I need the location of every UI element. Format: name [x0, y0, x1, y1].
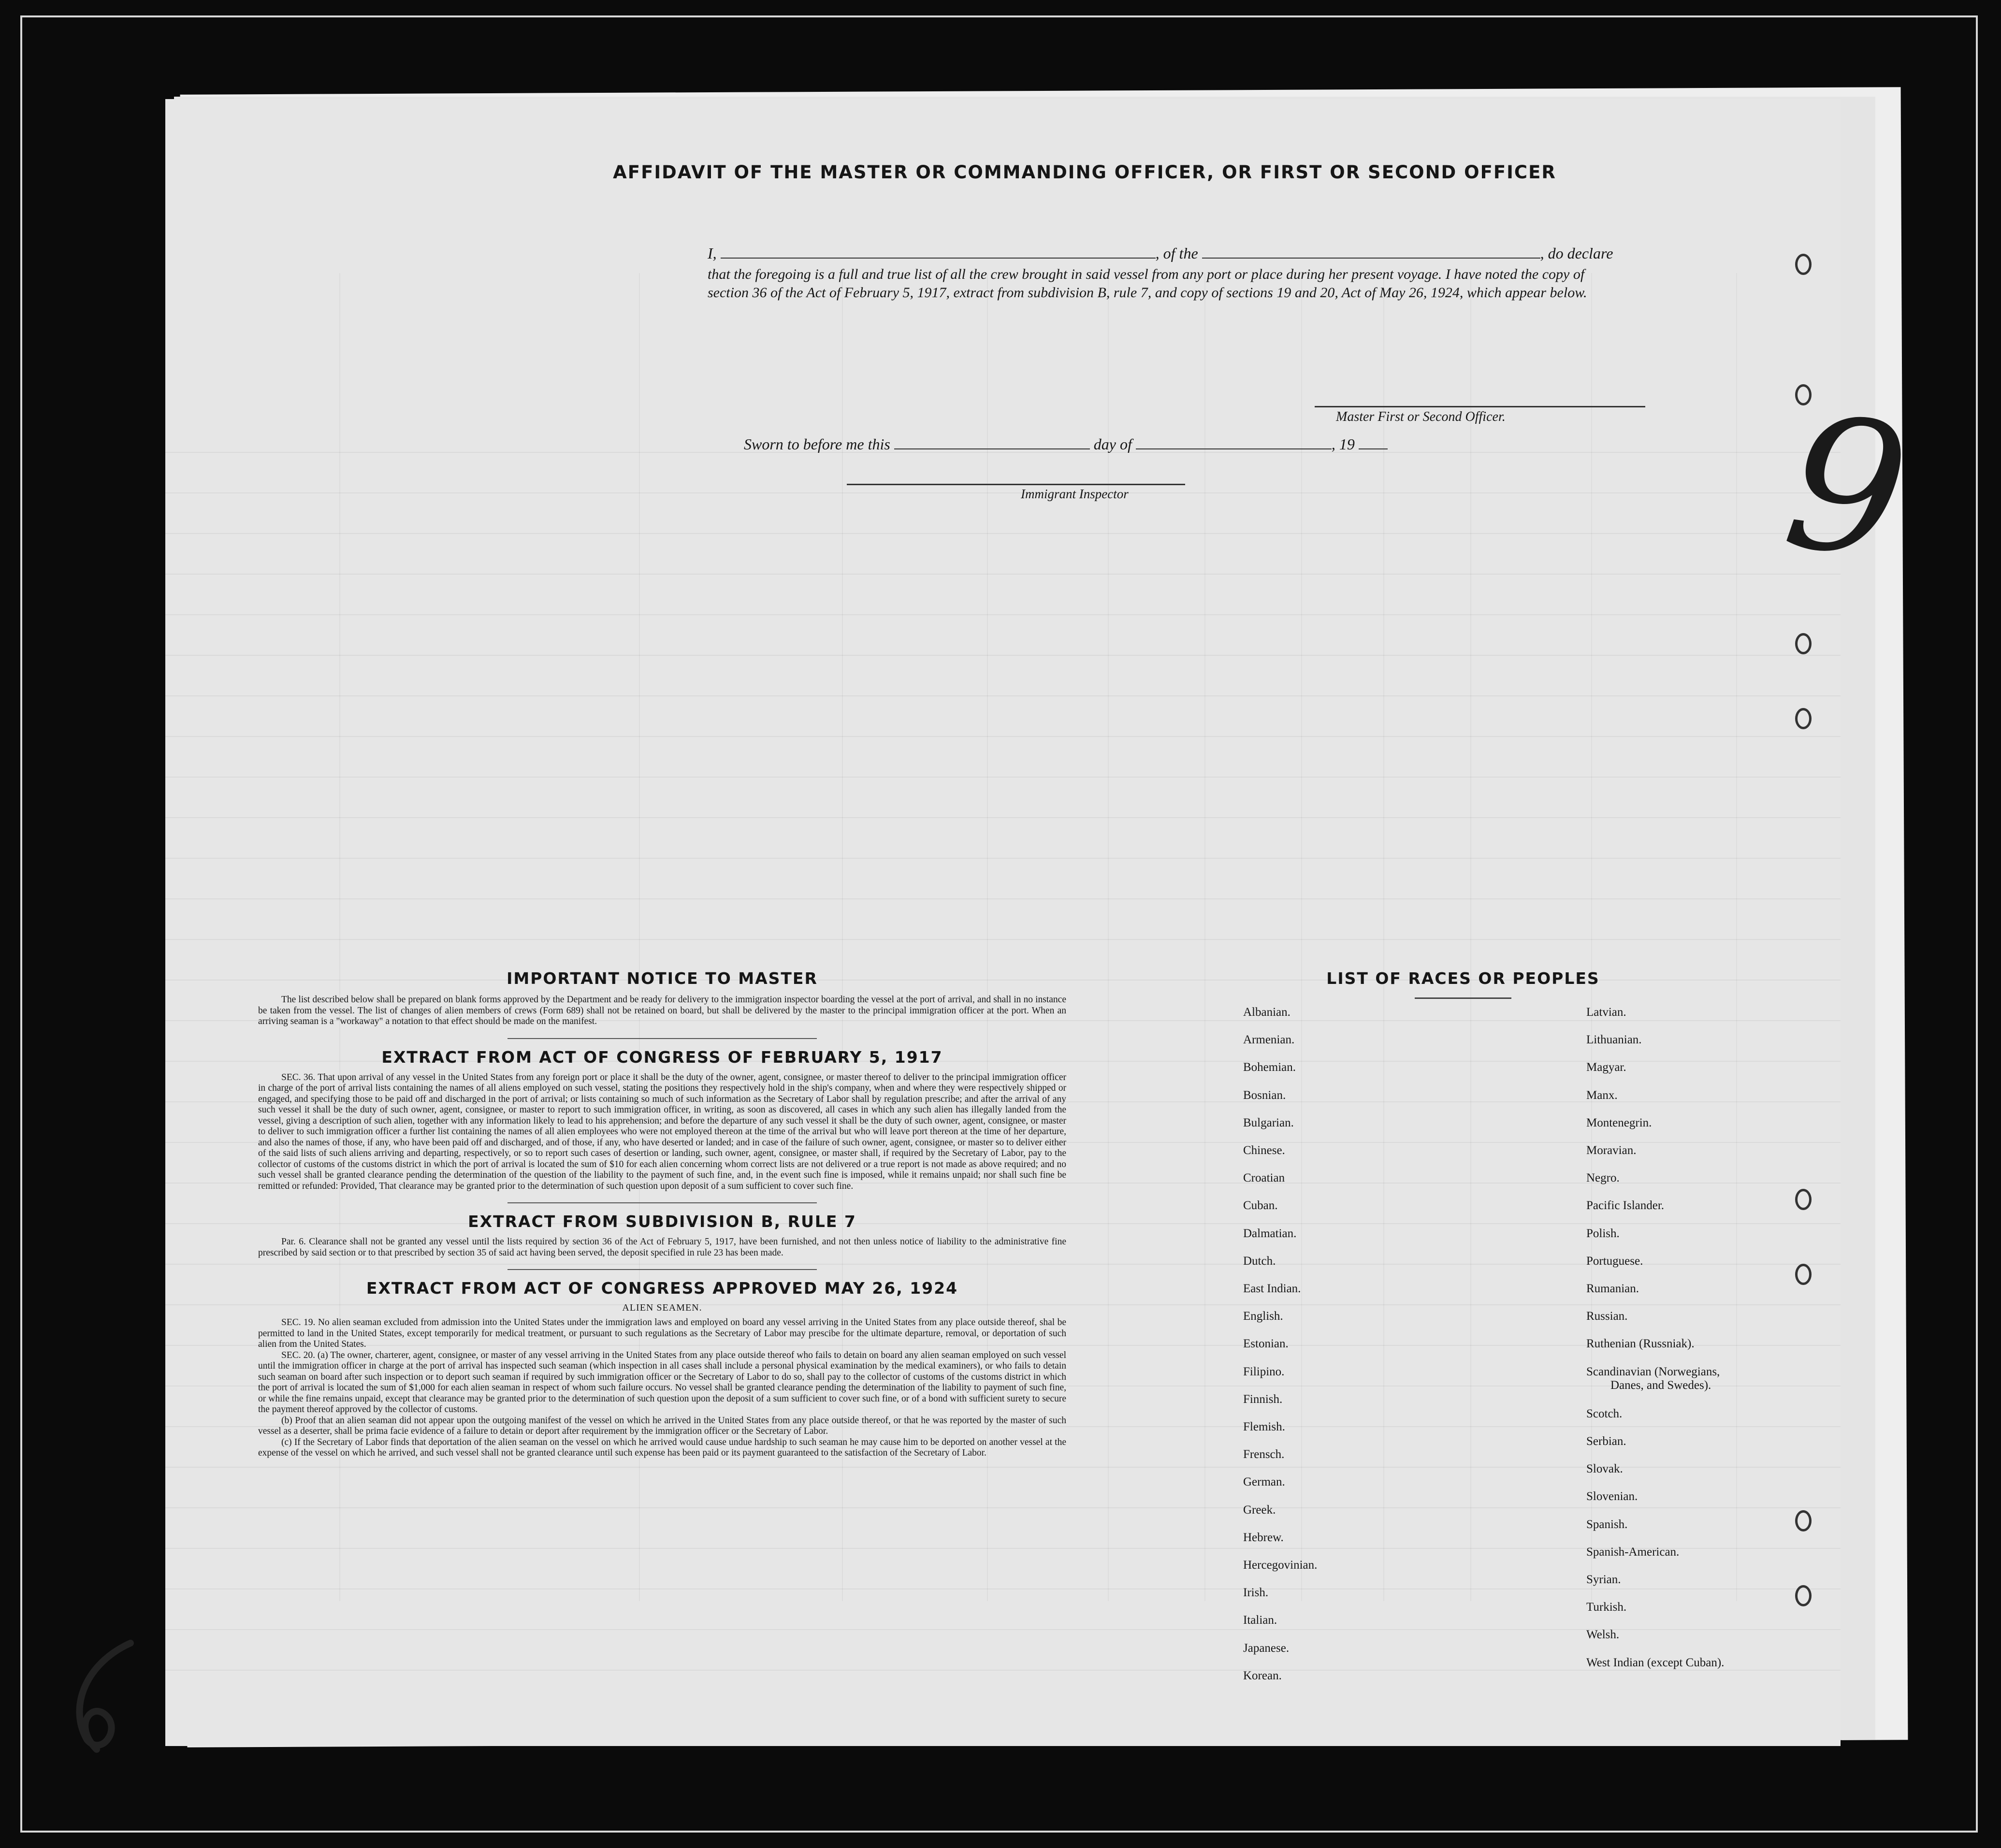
race-entry: Scandinavian (Norwegians, [1586, 1365, 1720, 1378]
binder-ring [1795, 633, 1812, 654]
sworn-year: , 19 [1331, 435, 1355, 453]
race-entry: Dalmatian. [1243, 1227, 1297, 1240]
show-through-row [165, 492, 1841, 493]
sec-20a-text: SEC. 20. (a) The owner, charterer, agent, consignee, or master of any vessel arriving in the United States from any place outside thereof who fails to detain on board any alien seaman employed on such vessel until the immigration officer in charge at the port of arrival has inspected such seaman (which inspection in all cases shall include a personal physical examination by the medical examiners), or who fails to detain such seaman on board after such inspection or to deport such seaman if required by such immigration officer or the Secretary of Labor to do so, shall pay to the collector of customs of the customs district in which the port of arrival is located the sum of $1,000 for each alien seaman in respect of whom such failure occurs. No vessel shall be granted clearance pending the determination of the liability to payment of such fine, or while the fine remains unpaid, except that clearance may be granted prior to the determination of such question upon the deposit of a sum sufficient to cover such fine, or of a bond with sufficient surety to secure the payment thereof approved by the collector of customs. [258, 1350, 1066, 1415]
race-entry: Filipino. [1243, 1365, 1285, 1378]
race-entry: Montenegrin. [1586, 1116, 1652, 1129]
race-entry: Japanese. [1243, 1641, 1290, 1655]
show-through-column [1591, 273, 1592, 1601]
race-entry: Estonian. [1243, 1337, 1289, 1351]
race-entry: Moravian. [1586, 1144, 1637, 1157]
show-through-row [165, 695, 1841, 696]
notices-column [258, 969, 1066, 1459]
binder-ring [1795, 1510, 1812, 1531]
show-through-column [1383, 273, 1384, 1601]
sworn-line [744, 435, 1388, 453]
sec-20c-text: (c) If the Secretary of Labor finds that deportation of the alien seaman on the vessel on which he arrived would cause undue hardship to such seaman he may cause him to be deported on another vessel at the expense of the vessel on which he arrived, and such vessel shall not be granted clearance until such expense has been paid or its payment guaranteed to the satisfaction of the Secretary of Labor. [258, 1437, 1066, 1458]
punch-hole [78, 585, 102, 608]
affidavit-do-declare: , do declare [1540, 245, 1613, 262]
notice-title: IMPORTANT NOTICE TO MASTER [507, 969, 818, 988]
race-entry: Cuban. [1243, 1199, 1278, 1213]
race-entry: Latvian. [1586, 1006, 1626, 1019]
races-title: LIST OF RACES OR PEOPLES [1326, 969, 1600, 988]
sworn-month-blank[interactable] [1136, 440, 1332, 449]
race-entry: Italian. [1243, 1614, 1277, 1627]
race-entry: Bulgarian. [1243, 1116, 1294, 1129]
show-through-row [165, 1588, 1841, 1589]
race-entry: Rumanian. [1586, 1282, 1639, 1295]
race-entry: Bohemian. [1243, 1061, 1296, 1074]
show-through-row [165, 655, 1841, 656]
binder-ring [1795, 254, 1812, 275]
race-entry: Flemish. [1243, 1420, 1285, 1433]
extract-1924-block [258, 1317, 1066, 1459]
extract-rule7-text: Par. 6. Clearance shall not be granted any vessel until the lists required by section 36 of the Act of February 5, 1917, have been furnished, and not then unless notice of liability to the administrative fine prescribed by said section or to that prescribed by section 35 of said act having been served, the deposit specified in rule 23 has been made. [258, 1237, 1066, 1258]
race-entry: Negro. [1586, 1171, 1620, 1185]
race-entry: English. [1243, 1310, 1283, 1323]
affidavit-of-the: , of the [1155, 245, 1198, 262]
race-entry: Hebrew. [1243, 1530, 1284, 1544]
show-through-column [1470, 273, 1471, 1601]
affidavit-body: that the foregoing is a full and true list of all the crew brought in said vessel from any port or place during her present voyage. I have noted the copy of section 36 of the Act of February 5, 1917, extract from subdivision B, rule 7, and copy of sections 19 and 20, Act of May 26, 1924, which appear below. [708, 266, 1587, 301]
affidavit-title: AFFIDAVIT OF THE MASTER OR COMMANDING OFFICER, OR FIRST OR SECOND OFFICER [613, 162, 1556, 183]
races-column [1214, 969, 1794, 1682]
show-through-row [165, 858, 1841, 859]
notice-text: The list described below shall be prepared on blank forms approved by the Department and be ready for delivery to the immigration inspector boarding the vessel at the port of arrival, and shall in no instance be taken from the vessel. The list of changes of alien members of crews (Form 689) shall not be retained on board, but shall be delivered by the master to the principal immigration officer at the port. When an arriving seaman is a "workaway" a notation to that effect should be made on the manifest. [258, 995, 1066, 1026]
show-through-row [165, 777, 1841, 778]
inspector-label: Immigrant Inspector [1021, 487, 1129, 501]
race-entry: Polish. [1586, 1227, 1620, 1240]
officer-name-blank[interactable] [721, 249, 1156, 259]
extract-rule7-title: EXTRACT FROM SUBDIVISION B, RULE 7 [468, 1212, 856, 1231]
race-entry: Hercegovinian. [1243, 1559, 1318, 1572]
race-entry: Slovenian. [1586, 1490, 1638, 1503]
extract-1917-title: EXTRACT FROM ACT OF CONGRESS OF FEBRUARY 5, 1917 [381, 1047, 943, 1067]
binder-ring [1795, 1189, 1812, 1210]
binder-ring [1795, 1585, 1812, 1606]
notice-text-block [258, 995, 1066, 1027]
show-through-row [165, 614, 1841, 615]
race-entry: Spanish. [1586, 1517, 1628, 1531]
show-through-row [165, 533, 1841, 534]
races-divider [1415, 997, 1511, 999]
race-entry: Finnish. [1243, 1392, 1283, 1406]
race-entry: Manx. [1586, 1088, 1618, 1102]
race-entry: West Indian (except Cuban). [1586, 1656, 1725, 1669]
punch-hole [78, 1456, 102, 1479]
show-through-row [165, 574, 1841, 575]
extract-1917-text: SEC. 36. That upon arrival of any vessel in the United States from any foreign port or place it shall be the duty of the owner, agent, consignee, or master thereof to deliver to the principal immigration officer in charge of the port of arrival lists containing the names of all aliens employed on such vessel, stating the positions they respectively hold in the ship's company, when and where they were respectively shipped or engaged, and specifying those to be paid off and discharged in the port of arrival; or lists containing so much of such information as the Secretary of Labor shall by regulation prescribe; and after the arrival of any such vessel it shall be the duty of such owner, agent, consignee, or master to report to such immigration officer, in writing, as soon as discovered, all cases in which any such alien has illegally landed from the vessel, giving a description of such alien, together with any information likely to lead to his apprehension; and before the departure of any such vessel it shall be the duty of such owner, agent, consignee, or master to deliver to such immigration officer a further list containing the names of all alien employees who were not employed thereon at the time of the arrival but who will leave port thereon at the time of her departure, and also the names of those, if any, who have been paid off and discharged, and of those, if any, who have deserted or landed; and in case of the failure of such owner, agent, consignee, or master so to deliver either of the said lists of such aliens arriving and departing, respectively, or so to report such cases of desertion or landing, such owner, agent, consignee, or master shall, if required by the Secretary of Labor, pay to the collector of customs of the customs district in which the port of arrival is located the sum of $10 for each alien concerning whom correct lists are not delivered or a true report is not made as above required; and no such vessel shall be granted clearance pending the determination of the question of the liability to the payment of such fine, and, in the event such fine is imposed, while it remains unpaid; nor shall such fine be remitted or refunded: Provided, That clearance may be granted prior to the determination of such question upon deposit of a sum sufficient to cover such fine. [258, 1072, 1066, 1191]
show-through-row [165, 1670, 1841, 1671]
race-entry: Portuguese. [1586, 1254, 1643, 1268]
show-through-column [1204, 273, 1205, 1601]
show-through-row [165, 1507, 1841, 1508]
show-through-row [165, 939, 1841, 940]
divider-rule [508, 1202, 817, 1203]
sec-19-text: SEC. 19. No alien seaman excluded from admission into the United States under the immigration laws and employed on board any vessel arriving in the United States from any place outside thereof, shal be permitted to land in the United States, except temporarily for medical treatment, or pursuant to such regulations as the Secretary of Labor may prescibe for the ultimate departure, removal, or deportation of such alien from the United States. [258, 1317, 1066, 1349]
race-entry: Albanian. [1243, 1006, 1290, 1019]
sworn-prefix: Sworn to before me this [744, 435, 890, 453]
inspector-signature-line[interactable] [847, 484, 1185, 485]
signature-line[interactable] [1315, 406, 1645, 407]
race-entry: Turkish. [1586, 1601, 1627, 1614]
divider-rule [508, 1038, 817, 1039]
race-entry: Bosnian. [1243, 1088, 1286, 1102]
race-entry: Pacific Islander. [1586, 1199, 1665, 1213]
extract-rule7-block [258, 1237, 1066, 1258]
sworn-day-blank[interactable] [894, 440, 1090, 449]
race-entry: Frensch. [1243, 1448, 1285, 1461]
show-through-column [1736, 273, 1737, 1601]
race-entry: Irish. [1243, 1586, 1269, 1600]
vessel-name-blank[interactable] [1202, 249, 1540, 259]
sec-20b-text: (b) Proof that an alien seaman did not appear upon the outgoing manifest of the vessel on which he arrived in the United States from any place outside thereof, or that he was reported by the master of such vessel as a deserter, shall be prima facie evidence of a failure to detain or deport after requirement by the immigration officer or the Secretary of Labor. [258, 1415, 1066, 1436]
handwritten-mark [58, 1633, 160, 1759]
race-entry: Magyar. [1586, 1061, 1626, 1074]
show-through-column [1301, 273, 1302, 1601]
show-through-column [1108, 273, 1109, 1601]
sworn-day-of: day of [1093, 435, 1132, 453]
race-entry: Russian. [1586, 1310, 1628, 1323]
race-entry: Armenian. [1243, 1033, 1295, 1047]
race-entry: Slovak. [1586, 1462, 1623, 1476]
extract-1924-title: EXTRACT FROM ACT OF CONGRESS APPROVED MAY 26, 1924 [366, 1279, 958, 1298]
race-entry: Lithuanian. [1586, 1033, 1642, 1047]
sworn-year-blank[interactable] [1359, 440, 1388, 449]
race-entry: Scotch. [1586, 1407, 1623, 1420]
race-entry: East Indian. [1243, 1282, 1301, 1295]
show-through-row [165, 898, 1841, 899]
race-entry: Croatian [1243, 1171, 1285, 1185]
affidavit-section [582, 162, 1703, 501]
race-entry: Korean. [1243, 1669, 1282, 1682]
divider-rule [508, 1269, 817, 1270]
binder-ring [1795, 708, 1812, 729]
extract-1917-block [258, 1072, 1066, 1192]
show-through-row [165, 736, 1841, 737]
race-entry: Chinese. [1243, 1144, 1285, 1157]
signature-label: Master First or Second Officer. [1336, 409, 1506, 424]
race-entry: Syrian. [1586, 1573, 1621, 1586]
sheet-number-handwritten: 9 [1774, 374, 1920, 602]
affidavit-i: I, [708, 245, 717, 262]
alien-seamen-subtitle: ALIEN SEAMEN. [622, 1302, 702, 1313]
race-entry: Danes, and Swedes). [1610, 1378, 1711, 1392]
race-entry: Serbian. [1586, 1435, 1626, 1448]
race-entry: Dutch. [1243, 1254, 1276, 1268]
punch-hole [78, 662, 102, 685]
race-entry: Spanish-American. [1586, 1545, 1680, 1559]
punch-hole [78, 1536, 102, 1559]
affidavit-declaration-line [708, 245, 1703, 262]
race-entry: Ruthenian (Russniak). [1586, 1337, 1695, 1351]
show-through-row [165, 817, 1841, 818]
race-entry: German. [1243, 1475, 1285, 1489]
race-entry: Welsh. [1586, 1628, 1620, 1642]
form-sheet [165, 99, 1841, 1746]
race-entry: Greek. [1243, 1503, 1276, 1516]
binder-ring [1795, 1264, 1812, 1285]
